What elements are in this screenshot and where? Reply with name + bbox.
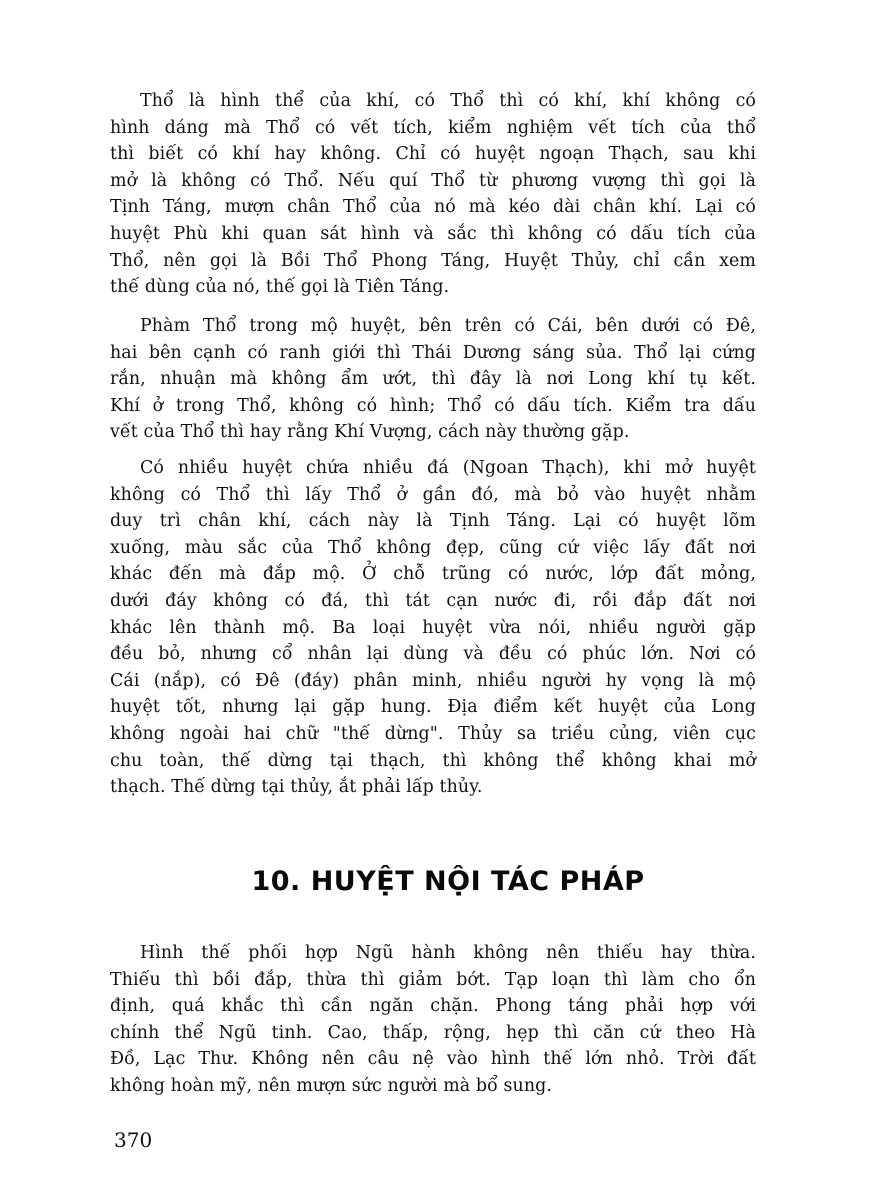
text-line: định, quá khắc thì cần ngăn chặn. Phong táng phải hợp với xyxy=(110,996,756,1017)
text-line: vết của Thổ thì hay rằng Khí Vượng, cách này thường gặp. xyxy=(110,422,630,443)
paragraph-3 xyxy=(110,455,756,801)
text-line: Có nhiều huyệt chứa nhiều đá (Ngoan Thạch), khi mở huyệt xyxy=(140,458,756,478)
text-line: không ngoài hai chữ "thế dừng". Thủy sa triều củng, viên cục xyxy=(110,723,756,744)
text-line: xuống, màu sắc của Thổ không đẹp, cũng cứ việc lấy đất nơi xyxy=(110,537,756,558)
text-line: chính thể Ngũ tinh. Cao, thấp, rộng, hẹp thì căn cứ theo Hà xyxy=(110,1022,756,1043)
text-line: duy trì chân khí, cách này là Tịnh Táng. Lại có huyệt lõm xyxy=(110,511,756,532)
text-line: huyệt tốt, nhưng lại gặp hung. Địa điểm kết huyệt của Long xyxy=(110,697,756,718)
text-line: hình dáng mà Thổ có vết tích, kiểm nghiệm vết tích của thổ xyxy=(110,117,756,138)
text-line: Thổ là hình thể của khí, có Thổ thì có khí, khí không có xyxy=(140,91,756,111)
text-line: không có Thổ thì lấy Thổ ở gần đó, mà bỏ vào huyệt nhằm xyxy=(110,484,756,505)
text-line: mở là không có Thổ. Nếu quí Thổ từ phương vượng thì gọi là xyxy=(110,170,756,191)
text-line: huyệt Phù khi quan sát hình và sắc thì không có dấu tích của xyxy=(110,223,756,244)
text-line: Cái (nắp), có Đê (đáy) phân minh, nhiều người hy vọng là mộ xyxy=(110,670,756,691)
text-line: thạch. Thế dừng tại thủy, ắt phải lấp thủy. xyxy=(110,777,483,798)
text-line: chu toàn, thế dừng tại thạch, thì không thể không khai mở xyxy=(110,750,756,771)
paragraph-1 xyxy=(110,88,756,301)
text-line: Tịnh Táng, mượn chân Thổ của nó mà kéo dài chân khí. Lại có xyxy=(110,197,756,218)
text-line: Thổ, nên gọi là Bồi Thổ Phong Táng, Huyệt Thủy, chỉ cần xem xyxy=(110,250,756,271)
page-number: 370 xyxy=(114,1128,153,1152)
text-line: Phàm Thổ trong mộ huyệt, bên trên có Cái, bên dưới có Đê, xyxy=(140,316,756,336)
paragraph-4 xyxy=(110,940,756,1100)
text-line: thế dùng của nó, thế gọi là Tiên Táng. xyxy=(110,277,450,298)
section-heading: 10. HUYỆT NỘI TÁC PHÁP xyxy=(251,866,645,897)
text-line: Đồ, Lạc Thư. Không nên câu nệ vào hình thế lớn nhỏ. Trời đất xyxy=(110,1049,756,1070)
text-line: khác đến mà đắp mộ. Ở chỗ trũng có nước, lớp đất mỏng, xyxy=(110,564,756,585)
text-line: Khí ở trong Thổ, không có hình; Thổ có dấu tích. Kiểm tra dấu xyxy=(110,395,756,416)
paragraph-2 xyxy=(110,313,756,446)
text-line: Hình thế phối hợp Ngũ hành không nên thiếu hay thừa. xyxy=(140,943,756,963)
text-line: khác lên thành mộ. Ba loại huyệt vừa nói, nhiều người gặp xyxy=(110,617,756,638)
text-line: hai bên cạnh có ranh giới thì Thái Dương sáng sủa. Thổ lại cứng xyxy=(110,342,756,363)
text-line: Thiếu thì bồi đắp, thừa thì giảm bớt. Tạp loạn thì làm cho ổn xyxy=(110,969,756,990)
text-line: rắn, nhuận mà không ẩm ướt, thì đây là nơi Long khí tụ kết. xyxy=(110,369,756,390)
text-line: thì biết có khí hay không. Chỉ có huyệt ngoạn Thạch, sau khi xyxy=(110,144,756,165)
text-line: dưới đáy không có đá, thì tát cạn nước đi, rồi đắp đất nơi xyxy=(110,590,756,611)
text-line: không hoàn mỹ, nên mượn sức người mà bổ sung. xyxy=(110,1075,552,1096)
text-line: đều bỏ, nhưng cổ nhân lại dùng và đều có phúc lớn. Nơi có xyxy=(110,644,756,665)
